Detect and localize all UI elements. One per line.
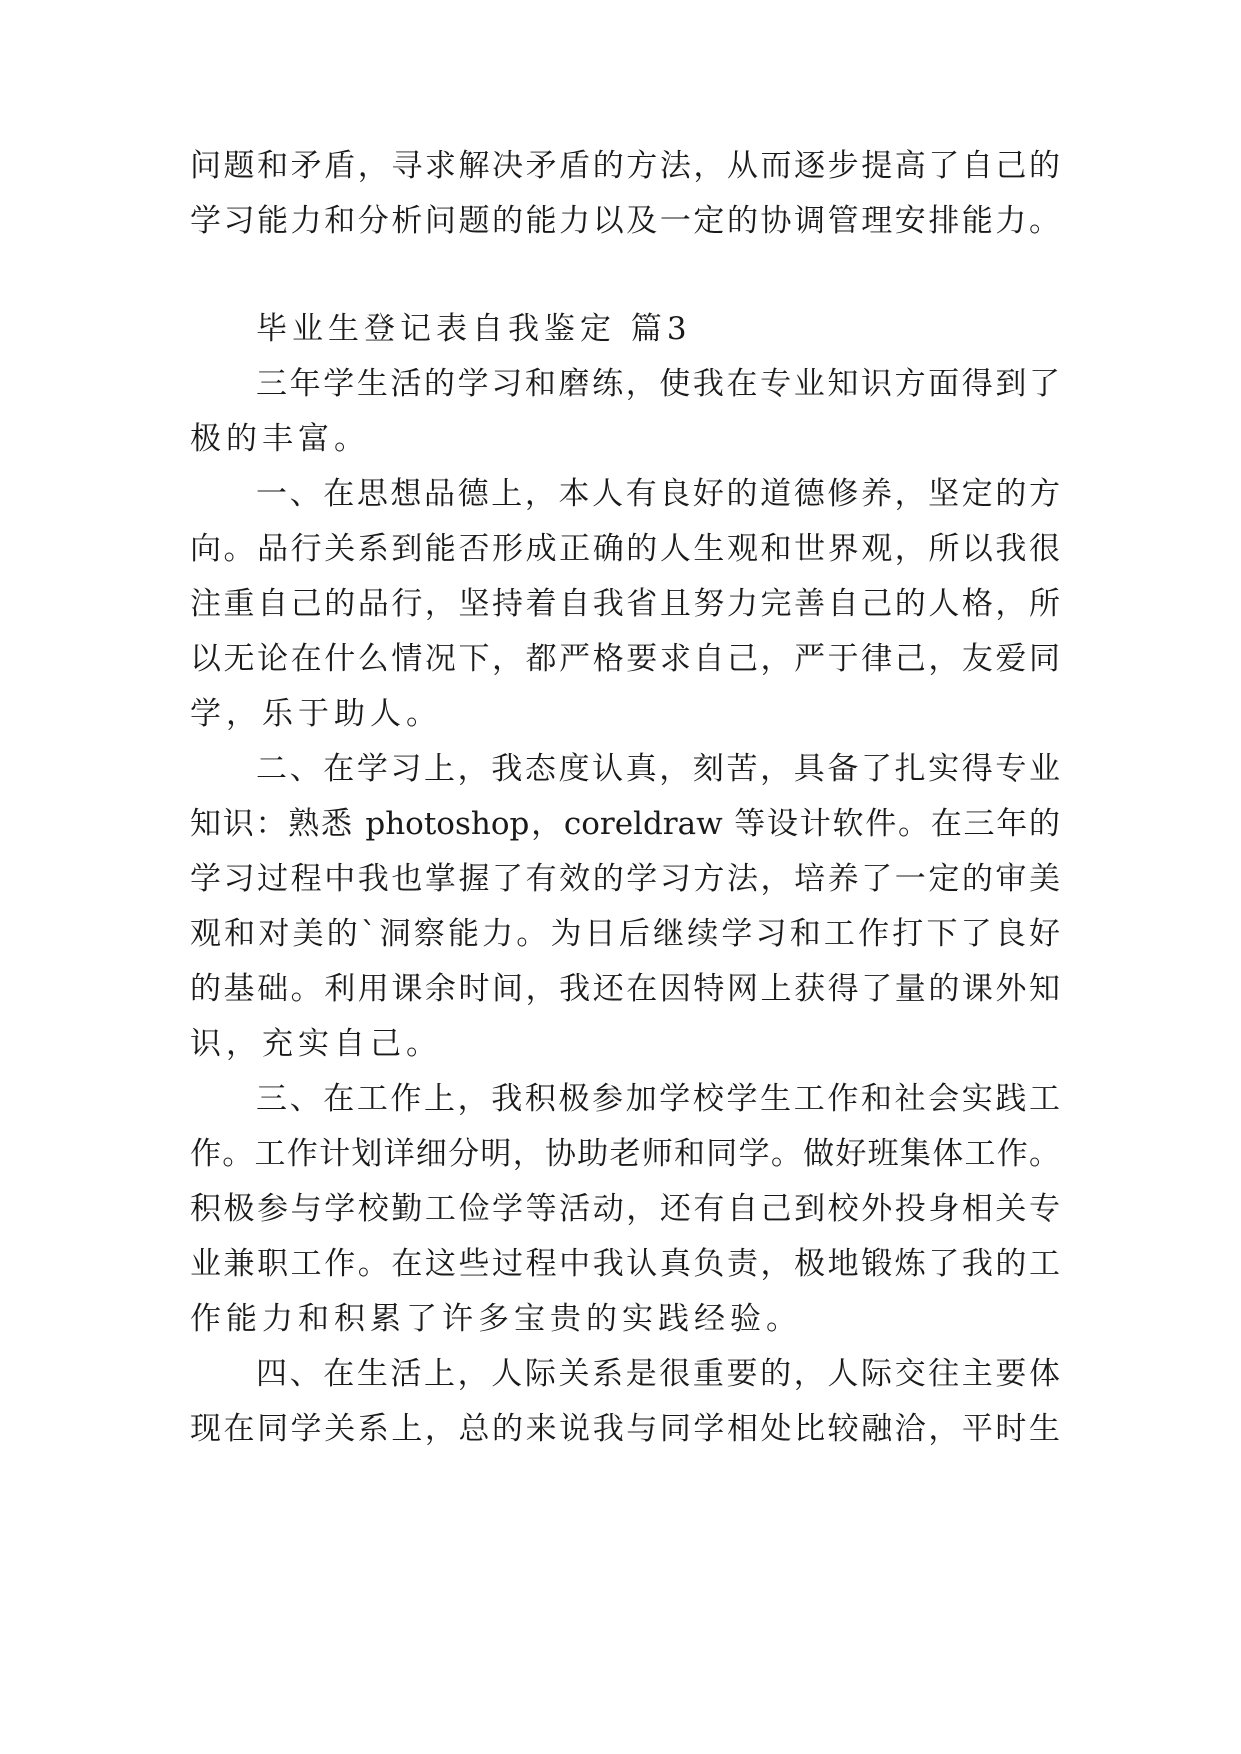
paragraph-line: 观和对美的`洞察能力。为日后继续学习和工作打下了良好 [190,916,1060,952]
paragraph-line: 向。品行关系到能否形成正确的人生观和世界观，所以我很 [190,531,1060,567]
section-heading: 毕业生登记表自我鉴定 篇3 [256,311,692,347]
paragraph-line: 问题和矛盾，寻求解决矛盾的方法，从而逐步提高了自己的 [190,148,1060,184]
paragraph-line: 二、在学习上，我态度认真，刻苦，具备了扎实得专业 [256,751,1060,787]
paragraph-line: 业兼职工作。在这些过程中我认真负责，极地锻炼了我的工 [190,1246,1060,1282]
paragraph-line: 识，充实自己。 [190,1026,442,1062]
paragraph-line: 一、在思想品德上，本人有良好的道德修养，坚定的方 [256,476,1060,512]
paragraph-line: 三、在工作上，我积极参加学校学生工作和社会实践工 [256,1081,1060,1117]
paragraph-line: 极的丰富。 [190,421,370,457]
paragraph-line: 四、在生活上，人际关系是很重要的，人际交往主要体 [256,1356,1060,1392]
paragraph-line: 积极参与学校勤工俭学等活动，还有自己到校外投身相关专 [190,1191,1060,1227]
paragraph-line: 学，乐于助人。 [190,696,442,732]
paragraph-line: 学习能力和分析问题的能力以及一定的协调管理安排能力。 [190,203,1060,239]
paragraph-line: 的基础。利用课余时间，我还在因特网上获得了量的课外知 [190,971,1060,1007]
paragraph-line: 以无论在什么情况下，都严格要求自己，严于律己，友爱同 [190,641,1060,677]
paragraph-line: 现在同学关系上，总的来说我与同学相处比较融洽，平时生 [190,1411,1060,1447]
paragraph-line: 三年学生活的学习和磨练，使我在专业知识方面得到了 [256,366,1060,402]
paragraph-line: 注重自己的品行，坚持着自我省且努力完善自己的人格，所 [190,586,1060,622]
paragraph-line: 学习过程中我也掌握了有效的学习方法，培养了一定的审美 [190,861,1060,897]
paragraph-line: 作能力和积累了许多宝贵的实践经验。 [190,1301,802,1337]
paragraph-line: 作。工作计划详细分明，协助老师和同学。做好班集体工作。 [190,1136,1060,1172]
paragraph-line: 知识：熟悉 photoshop，coreldraw 等设计软件。在三年的 [190,806,1060,842]
